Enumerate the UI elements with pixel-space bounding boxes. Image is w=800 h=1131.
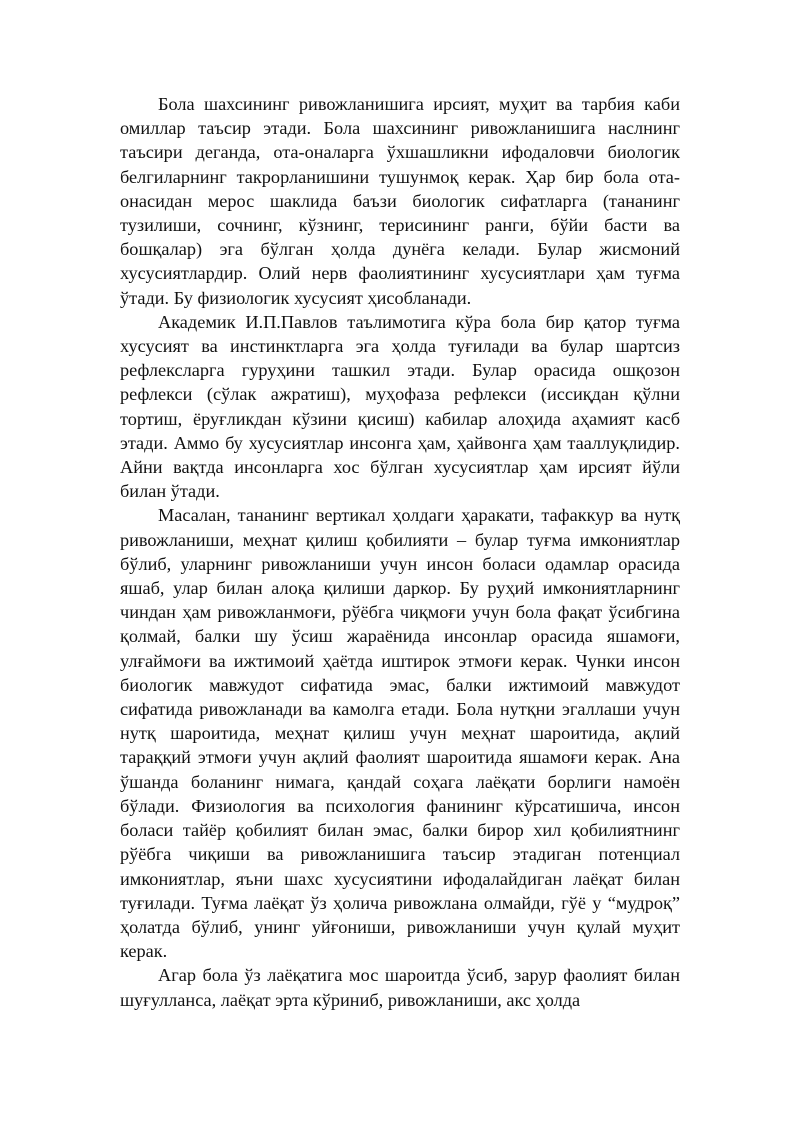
paragraph-development: Масалан, тананинг вертикал ҳолдаги ҳаракати, тафаккур ва нутқ ривожланиши, меҳнат қилиш қобилияти – булар туғма имкониятлар бўлиб, уларнинг ривожланиши учун инсон боласи одамлар орасида яшаб, улар билан алоқа қилиши даркор. Бу руҳий имкониятларнинг чиндан ҳам ривожланмоғи, рўёбга чиқмоғи учун бола фақат ўсибгина қолмай, балки шу ўсиш жараёнида инсонлар орасида яшамоғи, улғаймоғи ва ижтимоий ҳаётда иштирок этмоғи керак. Чунки инсон биологик мавжудот сифатида эмас, балки ижтимоий мавжудот сифатида ривожланади ва камолга етади. Бола нутқни эгаллаши учун нутқ шароитида, меҳнат қилиш учун меҳнат шароитида, ақлий тараққий этмоғи учун ақлий фаолият шароитида яшамоғи керак. Ана ўшанда боланинг нимага, қандай соҳага лаёқати борлиги намоён бўлади. Физиология ва психология фанининг кўрсатишича, инсон боласи тайёр қобилият билан эмас, балки бирор хил қобилиятнинг рўёбга чиқиши ва ривожланишига таъсир этадиган потенциал имкониятлар, яъни шахс хусусиятини ифодалайдиган лаёқат билан туғилади. Туғма лаёқат ўз ҳолича ривожлана олмайди, гўё у “мудроқ” ҳолатда бўлиб, унинг уйғониши, ривожланиши учун қулай муҳит керак. (120, 505, 680, 962)
paragraph-heredity: Бола шахсининг ривожланишига ирсият, муҳит ва тарбия каби омиллар таъсир этади. Бола шахсининг ривожланишига наслнинг таъсири деганда, ота-оналарга ўхшашликни ифодаловчи биологик белгиларнинг такрорланишини тушунмоқ керак. Ҳар бир бола ота-онасидан мерос шаклида баъзи биологик сифатларга (тананинг тузилиши, сочнинг, кўзнинг, терисининг ранги, бўйи басти ва бошқалар) эга бўлган ҳолда дунёга келади. Булар жисмоний хусусиятлардир. Олий нерв фаолиятининг хусусиятлари ҳам туғма ўтади. Бу физиологик хусусият ҳисобланади. (120, 94, 680, 308)
document-page (120, 92, 680, 1012)
paragraph-pavlov: Академик И.П.Павлов таълимотига кўра бола бир қатор туғма хусусият ва инстинктларга эга ҳолда туғилади ва булар шартсиз рефлексларга гуруҳини ташкил этади. Булар орасида ошқозон рефлекси (сўлак ажратиш), муҳофаза рефлекси (иссиқдан қўлни тортиш, ёруғликдан кўзини қисиш) кабилар алоҳида аҳамият касб этади. Аммо бу хусусиятлар инсонга ҳам, ҳайвонга ҳам тааллуқлидир. Айни вақтда инсонларга хос бўлган хусусиятлар ҳам ирсият йўли билан ўтади. (120, 311, 680, 502)
paragraph-aptitude: Агар бола ўз лаёқатига мос шароитда ўсиб, зарур фаолият билан шуғулланса, лаёқат эрта кўриниб, ривожланиши, акс ҳолда (120, 965, 680, 1010)
